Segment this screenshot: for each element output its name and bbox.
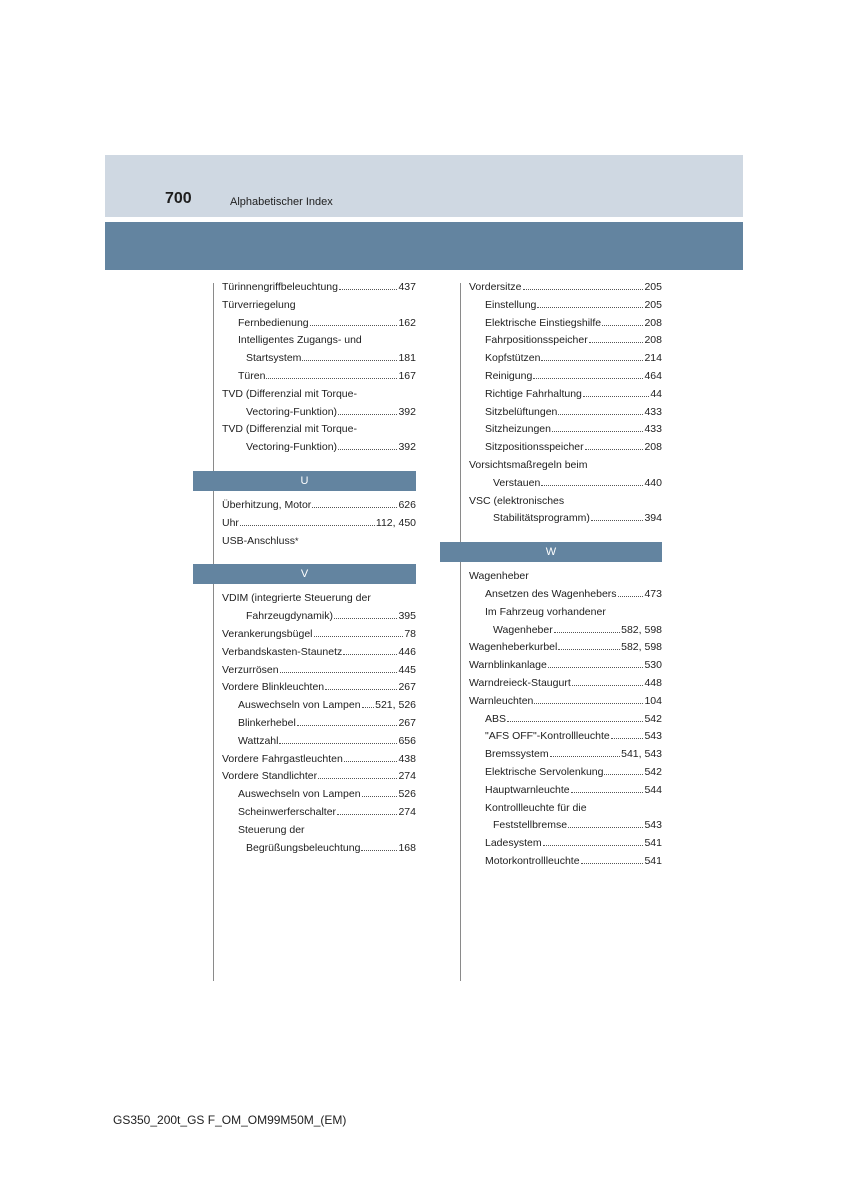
index-entry — [222, 279, 416, 297]
index-entry-term: Türen — [238, 369, 266, 382]
index-entry-page: 168 — [398, 841, 416, 854]
index-entry-page: 214 — [644, 352, 662, 365]
index-entry — [222, 297, 416, 315]
index-entry-term: Wattzahl — [238, 734, 279, 747]
index-entry-term: Einstellung — [485, 298, 537, 311]
index-entry-page: 626 — [398, 498, 416, 511]
dot-leader — [534, 703, 643, 704]
index-entry-page: 464 — [644, 369, 662, 382]
dot-leader — [541, 360, 643, 361]
index-entry-term: Wagenheber — [469, 570, 529, 583]
index-entry-term: VDIM (integrierte Steuerung der — [222, 592, 371, 605]
dot-leader — [338, 414, 397, 415]
index-entry-page: 392 — [398, 405, 416, 418]
index-entry — [222, 608, 416, 626]
index-entry — [222, 697, 416, 715]
index-entry-page: 446 — [398, 645, 416, 658]
index-entry — [469, 475, 662, 493]
index-entry-page: 582, 598 — [621, 623, 662, 636]
index-entry — [222, 786, 416, 804]
dot-leader — [279, 743, 397, 744]
index-entry-term: Vordere Standlichter — [222, 770, 318, 783]
index-entry — [469, 439, 662, 457]
index-entry-term: Fahrzeugdynamik) — [246, 610, 333, 623]
index-entry — [222, 421, 416, 439]
index-entry-term: Ladesystem — [485, 837, 542, 850]
dot-leader — [611, 738, 644, 739]
index-entry-term: Hauptwarnleuchte — [485, 783, 570, 796]
index-entry-term: Warnblinkanlage — [469, 659, 547, 672]
index-entry-term: Türinnengriffbeleuchtung — [222, 281, 338, 293]
dot-leader — [240, 525, 375, 526]
dot-leader — [334, 618, 398, 619]
index-entry — [469, 657, 662, 675]
index-entry-page: 205 — [644, 298, 662, 311]
index-entry — [222, 644, 416, 662]
index-entry — [469, 693, 662, 711]
index-entry-term: Blinkerhebel — [238, 716, 296, 729]
index-entry — [222, 733, 416, 751]
index-entry-term: Kontrollleuchte für die — [485, 801, 587, 814]
index-entry-term: Uhr — [222, 516, 239, 529]
index-entry-term: Verzurrösen — [222, 663, 279, 676]
index-entry-page: 208 — [644, 316, 662, 329]
index-entry-term: TVD (Differenzial mit Torque- — [222, 387, 357, 400]
index-entry-term: Bremssystem — [485, 748, 549, 761]
index-entry-term: Richtige Fahrhaltung — [485, 387, 582, 400]
index-entry — [469, 782, 662, 800]
index-entry-page: 530 — [644, 659, 662, 672]
dot-leader — [604, 774, 643, 775]
index-entry — [469, 404, 662, 422]
index-entry-term: Warnleuchten — [469, 694, 534, 707]
dot-leader — [280, 672, 398, 673]
index-entry-term: Motorkontrollleuchte — [485, 854, 580, 867]
index-entry-page: 267 — [398, 716, 416, 729]
dot-leader — [337, 814, 397, 815]
dot-leader — [507, 721, 643, 722]
index-entry — [469, 315, 662, 333]
index-entry-page: 167 — [398, 369, 416, 382]
dot-leader — [362, 796, 398, 797]
index-entry-term: Sitzpositionsspeicher — [485, 441, 584, 454]
index-entry-page: 521, 526 — [375, 699, 416, 712]
dot-leader — [312, 507, 397, 508]
index-entry-term: Vectoring-Funktion) — [246, 405, 338, 418]
index-entry-term: Elektrische Einstiegshilfe — [485, 316, 602, 329]
index-entry-term: Fernbedienung — [238, 316, 309, 329]
index-entry — [469, 639, 662, 657]
index-entry-term: Sitzheizungen — [485, 423, 551, 436]
page-number: 700 — [165, 190, 192, 207]
index-entry — [469, 568, 662, 586]
index-entry-term: Startsystem — [246, 352, 302, 365]
index-entry-term: Vorsichtsmaßregeln beim — [469, 458, 588, 471]
dot-leader — [591, 520, 644, 521]
index-entry-term: Wagenheber — [493, 623, 553, 636]
index-entry — [469, 332, 662, 350]
index-entry-page: 181 — [398, 352, 416, 365]
index-entry-page: 541, 543 — [621, 748, 662, 761]
section-letter-header: U — [193, 471, 416, 491]
index-entry-page: 440 — [644, 476, 662, 489]
section-letter-header: V — [193, 564, 416, 584]
index-entry — [222, 804, 416, 822]
right-column-rule — [460, 283, 461, 981]
dot-leader — [362, 707, 375, 708]
dot-leader — [266, 378, 397, 379]
index-entry-term: Begrüßungsbeleuchtung — [246, 841, 361, 854]
index-entry-term: Ansetzen des Wagenhebers — [485, 587, 617, 600]
index-entry-page: 541 — [644, 854, 662, 867]
index-entry — [469, 350, 662, 368]
index-entry-term: Kopfstützen — [485, 352, 541, 365]
dot-leader — [572, 685, 644, 686]
index-entry-term: Fahrpositionsspeicher — [485, 334, 588, 347]
index-entry — [222, 662, 416, 680]
index-entry — [222, 840, 416, 858]
header-band-light — [105, 155, 743, 217]
index-entry-page: 438 — [398, 752, 416, 765]
index-entry: USB-Anschluss * — [222, 533, 416, 551]
index-entry-page: 392 — [398, 441, 416, 454]
index-entry-term: Sitzbelüftungen — [485, 405, 558, 418]
index-entry-page: 473 — [644, 587, 662, 600]
index-entry — [222, 350, 416, 368]
dot-leader — [338, 449, 397, 450]
index-entry-page: 205 — [644, 281, 662, 293]
index-entry — [469, 622, 662, 640]
index-entry-page: 395 — [398, 610, 416, 623]
dot-leader — [558, 649, 620, 650]
index-entry-page: 582, 598 — [621, 641, 662, 654]
index-entry-page: 526 — [398, 788, 416, 801]
dot-leader — [543, 845, 644, 846]
index-entry-page: 433 — [644, 405, 662, 418]
index-entry — [469, 457, 662, 475]
index-entry — [469, 835, 662, 853]
index-entry — [469, 297, 662, 315]
index-entry — [222, 497, 416, 515]
index-entry — [469, 368, 662, 386]
index-entry — [469, 510, 662, 528]
dot-leader — [552, 431, 644, 432]
dot-leader — [339, 289, 397, 290]
index-entry-term: Überhitzung, Motor — [222, 498, 312, 511]
index-entry-page: 544 — [644, 783, 662, 796]
index-entry-page: 78 — [404, 627, 416, 640]
index-entry — [222, 368, 416, 386]
index-entry-term: Elektrische Servolenkung — [485, 765, 604, 778]
index-entry-page: 267 — [398, 681, 416, 694]
index-entry-page: 542 — [644, 712, 662, 725]
index-entry-term: Stabilitätsprogramm) — [493, 512, 590, 525]
dot-leader — [568, 827, 643, 828]
index-entry-term: Wagenheberkurbel — [469, 641, 558, 654]
index-entry — [222, 679, 416, 697]
index-entry — [469, 493, 662, 511]
index-entry-page: 162 — [398, 316, 416, 329]
index-entry — [222, 515, 416, 533]
index-entry — [469, 279, 662, 297]
index-entry-term: Vordersitze — [469, 281, 522, 293]
page-title: Alphabetischer Index — [230, 196, 333, 208]
index-entry-term: Verankerungsbügel — [222, 627, 313, 640]
index-entry-page: 543 — [644, 819, 662, 832]
index-entry-term: Vectoring-Funktion) — [246, 441, 338, 454]
index-entry — [469, 728, 662, 746]
dot-leader — [589, 342, 644, 343]
index-column-left — [222, 279, 416, 857]
dot-leader — [548, 667, 644, 668]
dot-leader — [344, 761, 398, 762]
index-entry-term: Vordere Fahrgastleuchten — [222, 752, 343, 765]
index-entry — [469, 764, 662, 782]
index-entry-page: 394 — [644, 512, 662, 525]
left-column-rule — [213, 283, 214, 981]
index-entry-page: 542 — [644, 765, 662, 778]
index-entry-term: Intelligentes Zugangs- und — [238, 334, 362, 347]
index-entry — [222, 768, 416, 786]
document-code: GS350_200t_GS F_OM_OM99M50M_(EM) — [113, 1113, 347, 1127]
section-letter-header: W — [440, 542, 662, 562]
index-entry-term: Scheinwerferschalter — [238, 805, 337, 818]
index-entry-term: Reinigung — [485, 369, 533, 382]
dot-leader — [325, 689, 397, 690]
index-entry-term: Auswechseln von Lampen — [238, 699, 361, 712]
index-entry — [222, 386, 416, 404]
index-entry-page: 541 — [644, 837, 662, 850]
index-entry — [469, 386, 662, 404]
dot-leader — [581, 863, 644, 864]
index-entry-term: Vordere Blinkleuchten — [222, 681, 325, 694]
dot-leader — [533, 378, 643, 379]
dot-leader — [523, 289, 644, 290]
index-entry-page: 274 — [398, 770, 416, 783]
index-entry-page: 656 — [398, 734, 416, 747]
dot-leader — [602, 325, 643, 326]
dot-leader — [318, 778, 397, 779]
header-band-dark — [105, 222, 743, 270]
index-entry-page: 104 — [644, 694, 662, 707]
index-entry — [469, 421, 662, 439]
index-entry — [222, 715, 416, 733]
index-entry-term: "AFS OFF"-Kontrollleuchte — [485, 730, 610, 743]
index-entry-page: 44 — [650, 387, 662, 400]
index-entry-page: 543 — [644, 730, 662, 743]
index-entry — [222, 590, 416, 608]
dot-leader — [297, 725, 398, 726]
index-entry-page: 208 — [644, 334, 662, 347]
dot-leader — [541, 485, 643, 486]
index-entry — [222, 822, 416, 840]
dot-leader — [550, 756, 621, 757]
index-entry-page: 208 — [644, 441, 662, 454]
index-entry-term: Türverriegelung — [222, 298, 296, 311]
dot-leader — [618, 596, 644, 597]
dot-leader — [361, 850, 397, 851]
dot-leader — [302, 360, 397, 361]
dot-leader — [583, 396, 649, 397]
index-entry — [469, 711, 662, 729]
index-entry-term: ABS — [485, 712, 507, 725]
index-entry — [222, 332, 416, 350]
dot-leader — [314, 636, 404, 637]
index-entry-term: Feststellbremse — [493, 819, 568, 832]
dot-leader — [343, 654, 397, 655]
dot-leader — [310, 325, 398, 326]
index-entry-page: 445 — [398, 663, 416, 676]
index-entry-page: 274 — [398, 805, 416, 818]
index-entry — [469, 675, 662, 693]
dot-leader — [537, 307, 643, 308]
index-entry — [469, 746, 662, 764]
dot-leader — [571, 792, 644, 793]
index-entry — [222, 404, 416, 422]
index-entry — [469, 604, 662, 622]
index-entry-term: Verbandskasten-Staunetz — [222, 645, 343, 658]
index-entry-term: USB-Anschluss — [222, 534, 295, 547]
index-entry-term: Verstauen — [493, 476, 541, 489]
index-entry — [469, 800, 662, 818]
index-column-right — [469, 279, 662, 871]
index-entry — [469, 817, 662, 835]
index-entry-term: Im Fahrzeug vorhandener — [485, 605, 606, 618]
index-entry — [222, 751, 416, 769]
index-entry — [469, 586, 662, 604]
index-entry-page: 433 — [644, 423, 662, 436]
index-entry — [222, 439, 416, 457]
index-entry-page: 437 — [398, 281, 416, 293]
dot-leader — [585, 449, 644, 450]
index-entry — [222, 626, 416, 644]
index-entry-page: 448 — [644, 676, 662, 689]
index-entry-term: TVD (Differenzial mit Torque- — [222, 423, 357, 436]
index-entry-term: VSC (elektronisches — [469, 494, 565, 507]
index-entry-term: Steuerung der — [238, 823, 305, 836]
index-entry — [222, 315, 416, 333]
dot-leader — [554, 632, 620, 633]
index-entry-term: Auswechseln von Lampen — [238, 788, 361, 801]
index-entry-term: Warndreieck-Staugurt — [469, 676, 571, 689]
index-entry-page: 112, 450 — [375, 516, 416, 529]
dot-leader — [558, 414, 643, 415]
index-entry — [469, 853, 662, 871]
